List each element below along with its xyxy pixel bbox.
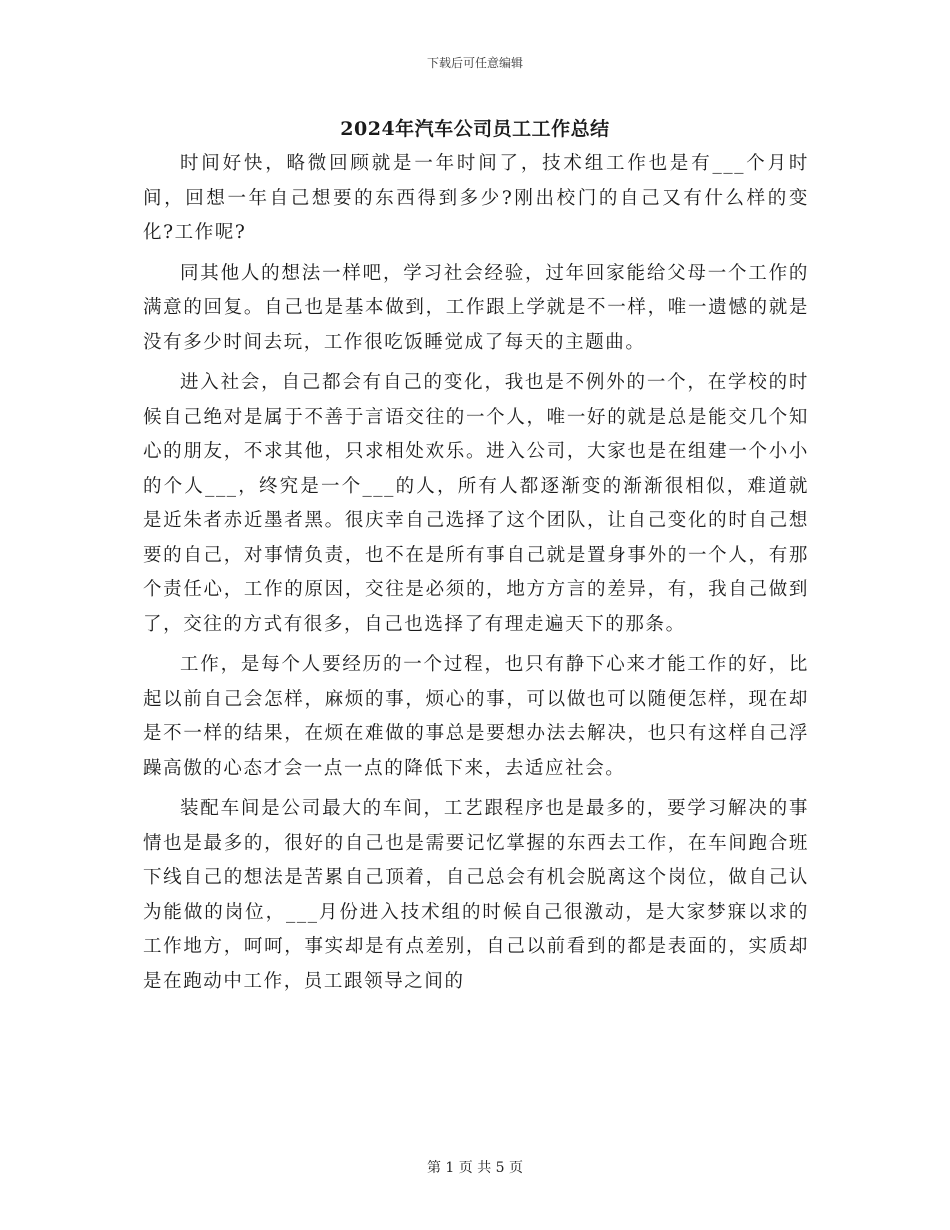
document-title: 2024年汽车公司员工工作总结 — [340, 118, 610, 140]
paragraph-3: 进入社会，自己都会有自己的变化，我也是不例外的一个，在学校的时候自己绝对是属于不善于言语交往的一个人，唯一好的就是总是能交几个知心的朋友，不求其他，只求相处欢乐。进入公司，大家也是在组建一个小小的个人___，终究是一个___的人，所有人都逐渐变的渐渐很相似，难道就是近朱者赤近墨者黑。很庆幸自己选择了这个团队，让自己变化的时自己想要的自己，对事情负责，也不在是所有事自己就是置身事外的一个人，有那个责任心，工作的原因，交往是必须的，地方方言的差异，有，我自己做到了，交往的方式有很多，自己也选择了有理走遍天下的那条。 — [143, 372, 809, 635]
header-note: 下载后可任意编辑 — [426, 56, 523, 70]
paragraph-1: 时间好快，略微回顾就是一年时间了，技术组工作也是有___个月时间，回想一年自己想要的东西得到多少?刚出校门的自己又有什么样的变化?工作呢? — [143, 153, 809, 243]
paragraph-2: 同其他人的想法一样吧，学习社会经验，过年回家能给父母一个工作的满意的回复。自己也是基本做到，工作跟上学就是不一样，唯一遗憾的就是没有多少时间去玩，工作很吃饭睡觉成了每天的主题曲。 — [143, 262, 809, 353]
page-footer: 第 1 页 共 5 页 — [426, 1160, 524, 1176]
document-body — [143, 147, 809, 1005]
paragraph-4: 工作，是每个人要经历的一个过程，也只有静下心来才能工作的好，比起以前自己会怎样，麻烦的事，烦心的事，可以做也可以随便怎样，现在却是不一样的结果，在烦在难做的事总是要想办法去解决，也只有这样自己浮躁高傲的心态才会一点一点的降低下来，去适应社会。 — [143, 654, 809, 779]
paragraph-5: 装配车间是公司最大的车间，工艺跟程序也是最多的，要学习解决的事情也是最多的，很好的自己也是需要记忆掌握的东西去工作，在车间跑合班下线自己的想法是苦累自己顶着，自己总会有机会脱离这个岗位，做自己认为能做的岗位，___月份进入技术组的时候自己很激动，是大家梦寐以求的工作地方，呵呵，事实却是有点差别，自己以前看到的都是表面的，实质却是在跑动中工作，员工跟领导之间的 — [143, 798, 809, 992]
